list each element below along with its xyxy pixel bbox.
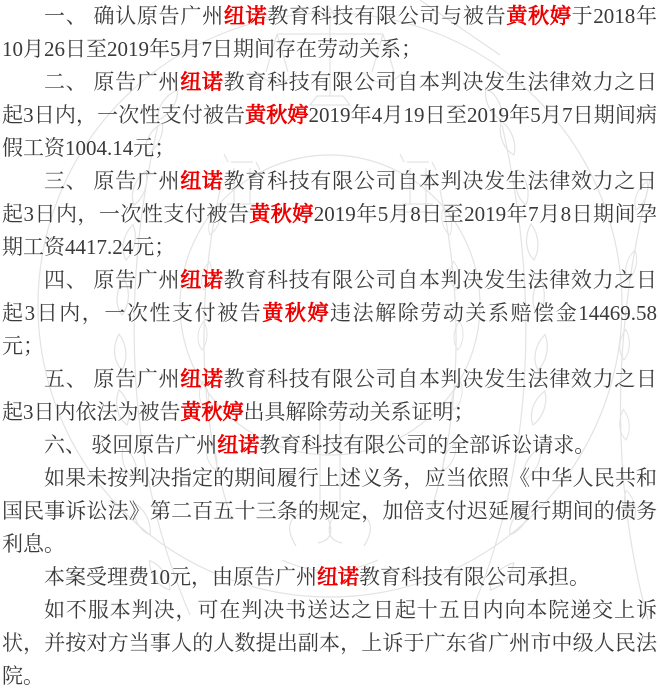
judgment-paragraph-5 [2, 363, 657, 429]
judgment-paragraph-7 [2, 462, 657, 561]
text-run: 教育科技有限公司与被告 [267, 4, 507, 28]
party-name-highlight: 黄秋婷 [506, 4, 572, 28]
text-run: 一、 确认原告广州 [44, 4, 224, 28]
text-run: 教育科技有限公司的全部诉讼请求。 [259, 433, 596, 457]
party-name-highlight: 纽诺 [180, 70, 224, 94]
judgment-paragraph-9 [2, 594, 657, 693]
text-run: 三、 原告广州 [44, 169, 181, 193]
party-name-highlight: 黄秋婷 [262, 301, 331, 325]
judgment-paragraph-1 [2, 0, 657, 66]
party-name-highlight: 纽诺 [217, 433, 260, 457]
judgment-paragraph-6 [2, 429, 657, 462]
judgment-paragraph-8 [2, 561, 657, 594]
text-run: 六、 驳回原告广州 [44, 433, 218, 457]
text-run: 违法解除劳动关系赔偿金14469.58元； [2, 301, 658, 358]
text-run: 教育科技有限公司自本判决发生法律效力之日起3日内依法为被告 [2, 367, 658, 424]
text-run: 出具解除劳动关系证明； [243, 400, 475, 424]
party-name-highlight: 纽诺 [317, 565, 359, 589]
party-name-highlight: 黄秋婷 [180, 400, 244, 424]
party-name-highlight: 黄秋婷 [249, 202, 314, 226]
text-run: 教育科技有限公司承担。 [359, 565, 590, 589]
text-run: 如果未按判决指定的期间履行上述义务，应当依照《中华人民共和国民事诉讼法》第二百五十三条的规定，加倍支付迟延履行期间的债务利息。 [2, 466, 657, 556]
text-run: 二、 原告广州 [44, 70, 181, 94]
party-name-highlight: 纽诺 [223, 4, 268, 28]
text-run: 于2018年10月26日至2019年5月7日期间存在劳动关系； [2, 4, 658, 61]
text-run: 2019年5月8日至2019年7月8日期间孕期工资4417.24元； [2, 202, 658, 259]
party-name-highlight: 纽诺 [180, 268, 224, 292]
judgment-paragraph-3 [2, 165, 657, 264]
judgment-paragraph-4 [2, 264, 657, 363]
text-run: 本案受理费10元，由原告广州 [44, 565, 317, 589]
text-run: 教育科技有限公司自本判决发生法律效力之日起3日内，一次性支付被告 [2, 169, 658, 226]
text-run: 五、 原告广州 [44, 367, 181, 391]
text-run: 四、 原告广州 [44, 268, 181, 292]
party-name-highlight: 纽诺 [180, 169, 224, 193]
text-run: 如不服本判决，可在判决书送达之日起十五日内向本院递交上诉状，并按对方当事人的人数提出副本，上诉于广东省广州市中级人民法院。 [2, 598, 657, 688]
party-name-highlight: 纽诺 [180, 367, 224, 391]
text-run: 2019年4月19日至2019年5月7日期间病假工资1004.14元； [2, 103, 658, 160]
text-run: 教育科技有限公司自本判决发生法律效力之日起3日内，一次性支付被告 [2, 268, 658, 325]
party-name-highlight: 黄秋婷 [245, 103, 309, 127]
judgment-paragraph-2 [2, 66, 657, 165]
text-run: 教育科技有限公司自本判决发生法律效力之日起3日内，一次性支付被告 [2, 70, 658, 127]
